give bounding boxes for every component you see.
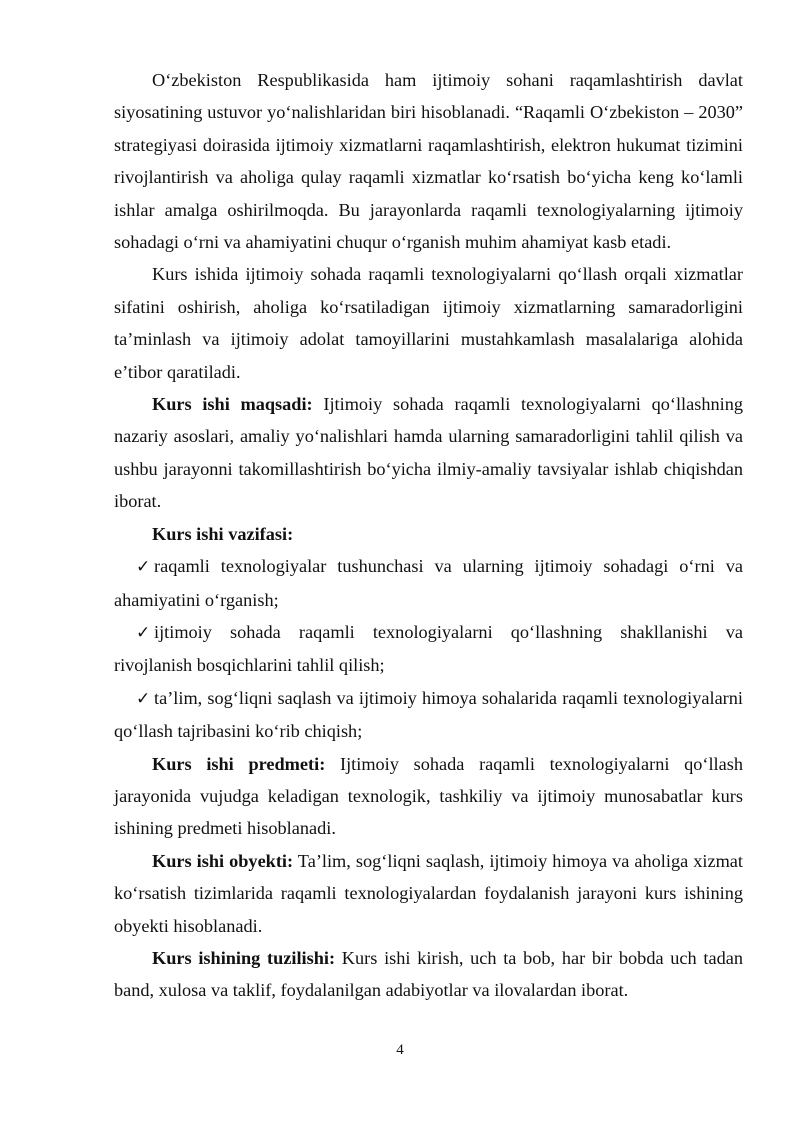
page-body [114,64,743,1007]
task-item [114,682,743,748]
structure-label: Kurs ishining tuzilishi: [152,947,336,968]
task-item [114,550,743,616]
structure-paragraph [114,942,743,1007]
intro-paragraph-2: Kurs ishida ijtimoiy sohada raqamli texnologiyalarni qo‘llash orqali xizmatlar sifatini oshirish, aholiga ko‘rsatiladigan ijtimoiy xizmatlarning samaradorligini ta’minlash va ijtimoiy adolat tamoyillarini mustahkamlash masalalariga alohida e’tibor qaratiladi. [114,264,743,382]
check-icon: ✓ [136,557,151,578]
task-item-text: raqamli texnologiyalar tushunchasi va ularning ijtimoiy sohadagi o‘rni va ahamiyatini o‘rganish; [114,556,743,610]
task-item-text: ijtimoiy sohada raqamli texnologiyalarni qo‘llashning shakllanishi va rivojlanish bosqichlarini tahlil qilish; [114,621,743,676]
page-number: 4 [396,1042,404,1058]
task-item-text: ta’lim, sog‘liqni saqlash va ijtimoiy himoya sohalarida raqamli texnologiyalarni qo‘llash tajribasini ko‘rib chiqish; [114,687,743,742]
object-label: Kurs ishi obyekti: [152,850,294,871]
object-text: Ta’lim, sog‘liqni saqlash, ijtimoiy himoya va aholiga xizmat ko‘rsatish tizimlarida raqamli texnologiyalardan foydalanish jarayoni kurs ishining obyekti hisoblanadi. [114,850,743,936]
check-icon: ✓ [136,688,151,709]
goal-text: Ijtimoiy sohada raqamli texnologiyalarni qo‘llashning nazariy asoslari, amaliy yo‘nalishlari hamda ularning samaradorligini tahlil qilish va ushbu jarayonni takomillashtirish bo‘yicha ilmiy-amaliy tavsiyalar ishlab chiqishdan iborat. [114,394,743,512]
subject-paragraph [114,748,743,845]
tasks-heading-label: Kurs ishi vazifasi: [152,523,294,544]
goal-label: Kurs ishi maqsadi: [152,394,313,415]
intro-paragraph-1: O‘zbekiston Respublikasida ham ijtimoiy sohani raqamlashtirish davlat siyosatining ustuvor yo‘nalishlaridan biri hisoblanadi. “Raqamli O‘zbekiston – 2030” strategiyasi doirasida ijtimoiy xizmatlarni raqamlashtirish, elektron hukumat tizimini rivojlantirish va aholiga qulay raqamli xizmatlar ko‘rsatish bo‘yicha keng ko‘lamli ishlar amalga oshirilmoqda. Bu jarayonlarda raqamli texnologiyalarning ijtimoiy sohadagi o‘rni va ahamiyatini chuqur o‘rganish muhim ahamiyat kasb etadi. [114,70,743,253]
task-item [114,616,743,682]
object-paragraph [114,845,743,942]
goal-paragraph [114,388,743,518]
subject-label: Kurs ishi predmeti: [152,753,326,774]
tasks-heading [114,518,743,550]
subject-text: Ijtimoiy sohada raqamli texnologiyalarni qo‘llash jarayonida vujudga keladigan texnologik, tashkiliy va ijtimoiy munosabatlar kurs ishining predmeti hisoblanadi. [114,753,744,839]
check-icon: ✓ [136,622,151,643]
structure-text: Kurs ishi kirish, uch ta bob, har bir bobda uch tadan band, xulosa va taklif, foydalanilgan adabiyotlar va ilovalardan iborat. [114,947,743,1001]
